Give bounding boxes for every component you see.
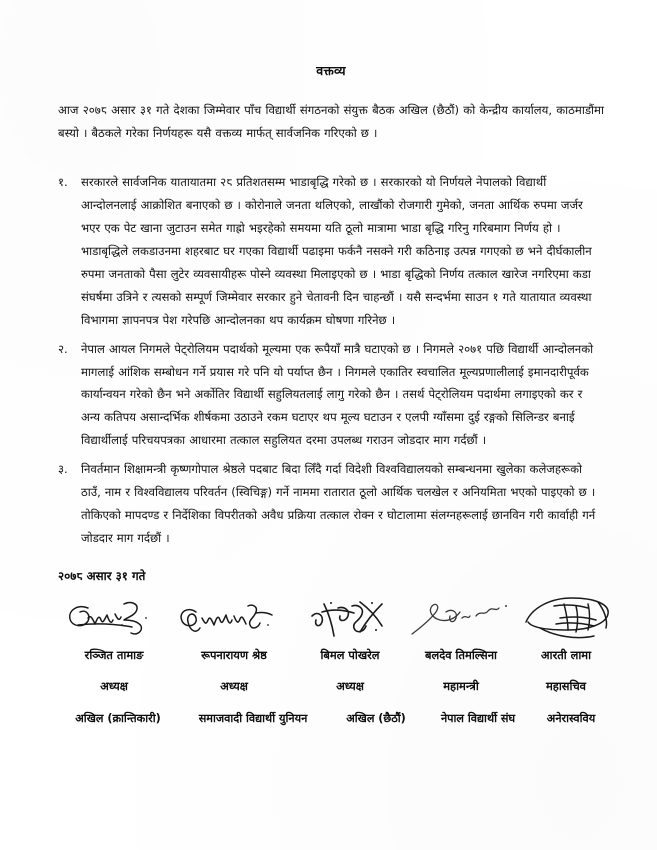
signatory-organization: नेपाल विद्यार्थी संघ — [440, 712, 516, 726]
signatory-post: अध्यक्ष — [220, 679, 248, 694]
signatory-post: महासचिव — [545, 679, 587, 694]
signatory-posts-row — [58, 679, 604, 694]
signatory-post: अध्यक्ष — [336, 679, 364, 694]
signatory-name: आरती लामा — [540, 648, 592, 663]
handwritten-signature-icon — [170, 594, 298, 646]
signatory-organization: अखिल (छैठौं) — [346, 712, 406, 726]
list-item-number: ३. — [58, 462, 68, 477]
document-body — [58, 62, 604, 726]
handwritten-signature-icon — [402, 594, 520, 646]
signatory-organizations-row — [58, 711, 604, 726]
document-date: २०७८ असार ३१ गते — [58, 569, 146, 584]
signatory-organization: अखिल (क्रान्तिकारी) — [75, 712, 161, 726]
signature-cell — [298, 594, 402, 646]
signatory-name: रूपनारायण श्रेष्ठ — [201, 648, 267, 663]
signatory-post: अध्यक्ष — [100, 679, 128, 694]
list-item-number: २. — [58, 341, 68, 356]
list-item-text: निवर्तमान शिक्षामन्त्री कृष्णगोपाल श्रेष्ठले पदबाट बिदा लिँदै गर्दा विदेशी विश्वविद्यालयको सम्बन्धनमा खुलेका कलेजहरूको ठाउँ, नाम र विश्वविद्यालय परिवर्तन (स्विचिङ्ग) गर्ने नाममा रातारात ठूलो आर्थिक चलखेल र अनियमिता भएको पाइएको छ । तोकिएको मापदण्ड र निर्देशिका विपरीतको अवैध प्रक्रिया तत्काल रोक्न र घोटालामा संलग्नहरूलाई छानविन गरी कार्वाही गर्न जोडदार माग गर्दछौं । — [81, 462, 596, 546]
intro-paragraph: आज २०७८ असार ३१ गते देशका जिम्मेवार पाँच विद्यार्थी संगठनको संयुक्त बैठक अखिल (छैठौं) को केन्द्रीय कार्यालय, काठमाडौंमा बस्यो । बैठकले गरेका निर्णयहरू यसै वक्तव्य मार्फत् सार्वजनिक गरिएको छ । — [58, 103, 604, 140]
signature-cell — [520, 594, 612, 646]
signature-cell — [170, 594, 298, 646]
handwritten-signature-icon — [520, 594, 616, 646]
decisions-list — [58, 171, 604, 550]
signatory-name: रञ्जित तामाङ — [84, 648, 144, 663]
signature-block — [58, 594, 604, 726]
list-item-number: १. — [58, 174, 68, 189]
page-title: वक्तव्य — [316, 63, 346, 78]
signatory-organization: अनेरास्वविय — [546, 712, 596, 726]
signatory-post: महामन्त्री — [443, 679, 479, 694]
signature-cell — [402, 594, 520, 646]
signatory-name: बलदेव तिमल्सिना — [424, 648, 498, 663]
list-item-text: सरकारले सार्वजनिक यातायातमा २८ प्रतिशतसम्म भाडाबृद्धि गरेको छ । सरकारको यो निर्णयले नेपालको विद्यार्थी आन्दोलनलाई आक्रोशित बनाएको छ । कोरोनाले जनता थलिएको, लाखौंको रोजगारी गुमेको, जनता आर्थिक रुपमा जर्जर भएर एक पेट खाना जुटाउन समेत गाह्रो भइरहेको समयमा यति ठूलो मात्रामा भाडा बृद्धि गरिनु गरिबमाग निर्णय हो । भाडाबृद्धिले लकडाउनमा शहरबाट घर गएका विद्यार्थी पढाइमा फर्कनै नसक्ने गरी कठिनाइ उत्पन्न गगएको छ भने दीर्घकालीन रुपमा जनताको पैसा लुटेर व्यवसायीहरू पोस्ने व्यवस्था मिलाइएको छ । भाडा बृद्धिको निर्णय तत्काल खारेज नगरिएमा कडा संघर्षमा उत्रिने र त्यसको सम्पूर्ण जिम्मेवार सरकार हुने चेतावनी दिन चाहन्छौं । यसै सन्दर्भमा साउन १ गते यातायात व्यवस्था विभागमा ज्ञापनपत्र पेश गरेपछि आन्दोलनका थप कार्यक्रम घोषणा गरिनेछ । — [81, 174, 592, 327]
signatory-name: बिमल पोखरेल — [320, 648, 380, 663]
signature-images-row — [58, 594, 604, 646]
list-item — [58, 458, 604, 550]
list-item — [58, 338, 604, 453]
signature-cell — [58, 594, 170, 646]
handwritten-signature-icon — [58, 594, 170, 646]
signatory-organization: समाजवादी विद्यार्थी युनियन — [198, 712, 308, 726]
handwritten-signature-icon — [298, 594, 402, 646]
signatory-names-row — [58, 648, 604, 663]
list-item-text: नेपाल आयल निगमले पेट्रोलियम पदार्थको मूल्यमा एक रूपैयाँ मात्रै घटाएको छ । निगमले २०७१ पछि विद्यार्थी आन्दोलनको मागलाई आंशिक सम्बोधन गर्ने प्रयास गरे पनि यो पर्याप्त छैन । निगमले एकातिर स्वचालित मूल्यप्रणालीलाई इमानदारीपूर्वक कार्यान्वयन गरेको छैन भने अर्कोतिर विद्यार्थी सहुलियतलाई लागु गरेको छैन । तसर्थ पेट्रोलियम पदार्थमा लगाइएको कर र अन्य कतिपय असान्दर्भिक शीर्षकमा उठाउने रकम घटाएर थप मूल्य घटाउन र एलपी ग्याँसमा दुई रङ्गको सिलिन्डर बनाई विद्यार्थीलाई परिचयपत्रका आधारमा तत्काल सहुलियत दरमा उपलब्ध गराउन जोडदार माग गर्दछौं । — [81, 341, 594, 448]
list-item — [58, 171, 604, 332]
